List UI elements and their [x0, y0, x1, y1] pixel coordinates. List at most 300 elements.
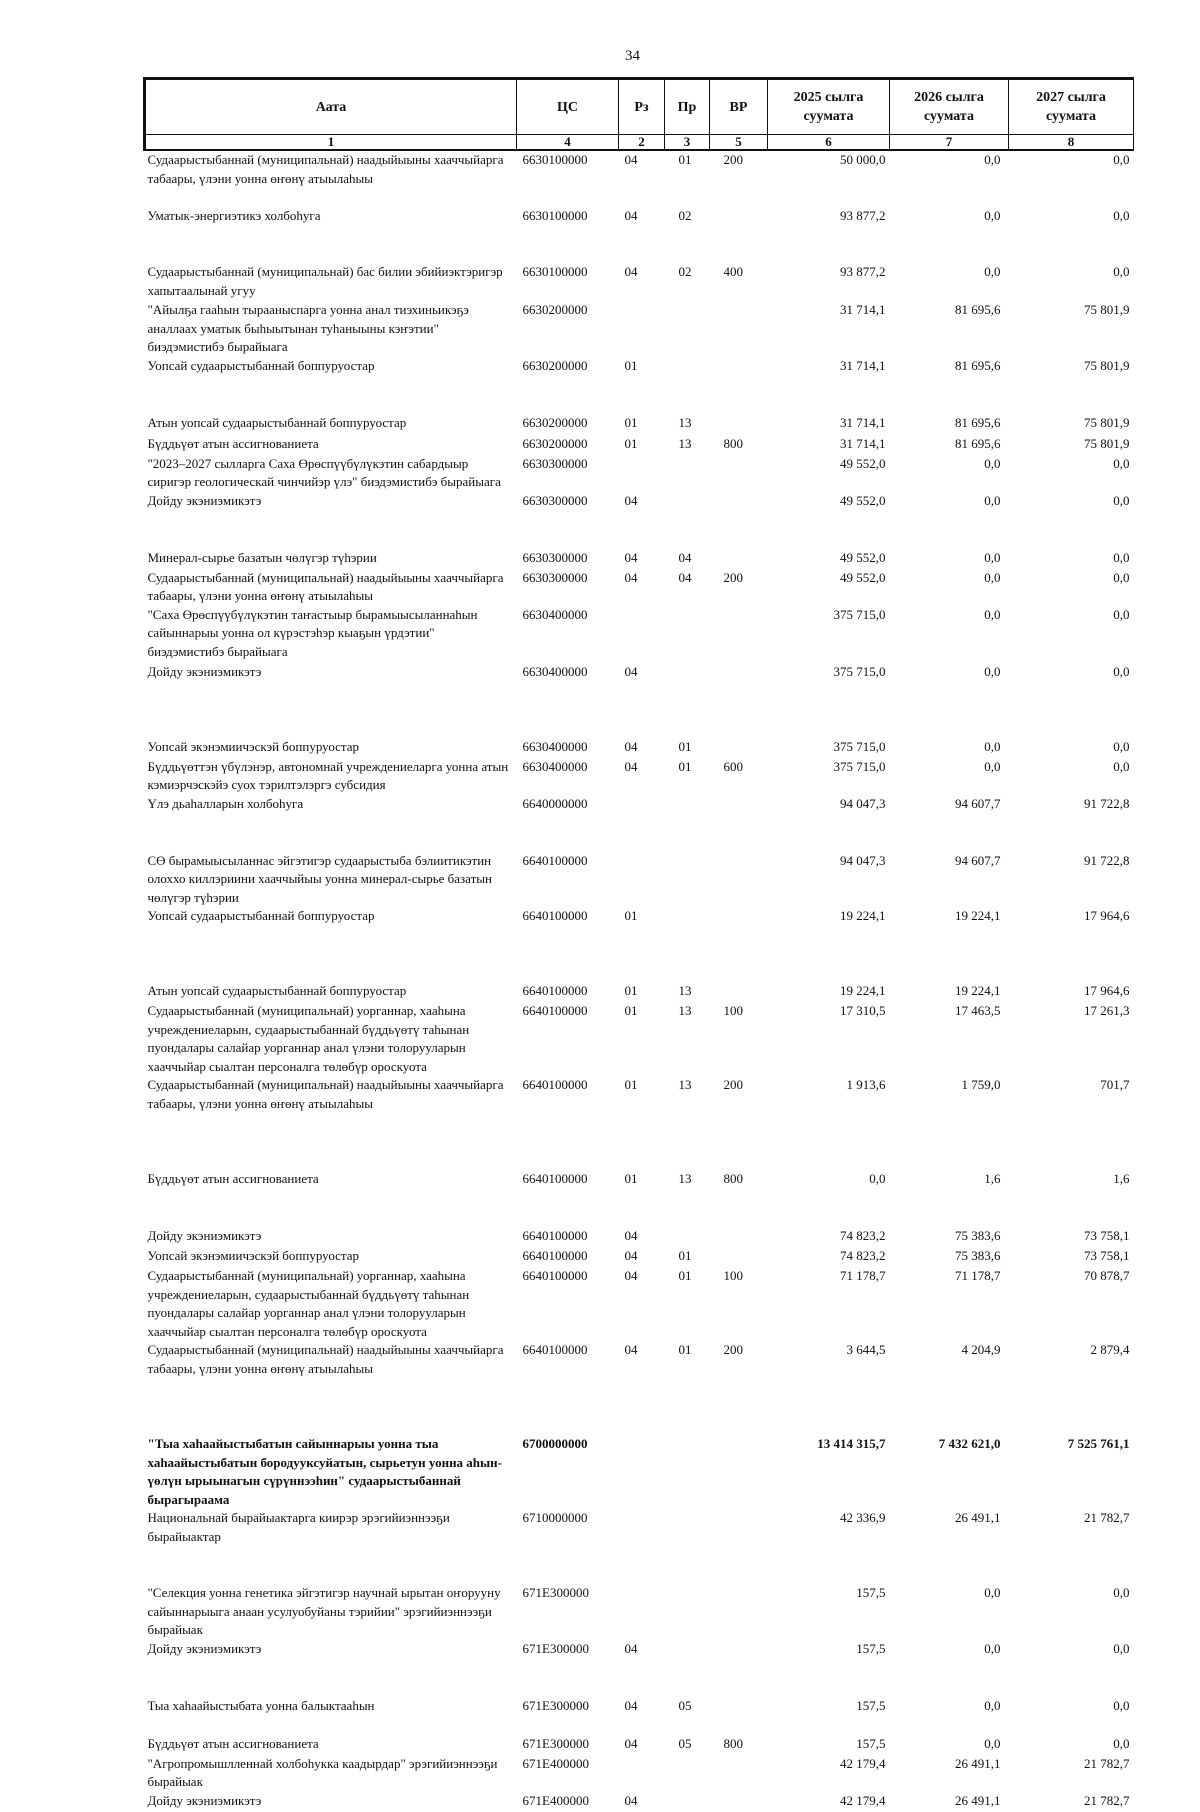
- row-rz: [619, 301, 665, 357]
- row-name: Уматык-энергиэтикэ холбоһуга: [147, 208, 321, 223]
- row-amount-2027: 91 722,8: [1084, 795, 1130, 811]
- table-row: [145, 1227, 1134, 1247]
- row-amount-2027: 0,0: [1113, 264, 1130, 279]
- row-amount-2025: 375 715,0: [833, 663, 886, 679]
- row-vr: [710, 1247, 768, 1267]
- row-amount-2026: 0,0: [984, 492, 1001, 508]
- row-vr: [710, 301, 768, 357]
- row-amount-2027: 2 879,4: [1090, 1342, 1130, 1357]
- row-amount-2027: 0,0: [1113, 569, 1130, 585]
- row-cs: 6640100000: [522, 1228, 588, 1243]
- row-rz: 01: [624, 983, 638, 998]
- row-amount-2025: 49 552,0: [840, 492, 886, 508]
- row-amount-2027: 75 801,9: [1084, 357, 1130, 373]
- row-name: Уопсай судаарыстыбаннай боппуруостар: [147, 908, 375, 923]
- row-amount-2025: 31 714,1: [840, 302, 886, 317]
- row-amount-2025: 94 047,3: [840, 795, 886, 811]
- row-rz: 04: [624, 1792, 638, 1808]
- column-number-row: [145, 135, 1134, 151]
- header-rz: Рз: [619, 79, 665, 135]
- row-name: "Агропромышлленнай холбоһукка каадырдар" эрэгийиэннээҕи бырайыак: [147, 1755, 498, 1789]
- row-pr: 01: [678, 738, 692, 754]
- row-vr: [710, 738, 768, 758]
- row-pr: 01: [678, 758, 692, 774]
- row-amount-2027: 73 758,1: [1084, 1248, 1130, 1263]
- table-row: [145, 1640, 1134, 1697]
- row-rz: [619, 1584, 665, 1640]
- row-pr: [665, 1792, 710, 1812]
- row-amount-2027: 701,7: [1100, 1077, 1130, 1092]
- column-number: 2: [619, 135, 665, 151]
- row-amount-2026: 0,0: [984, 1697, 1001, 1713]
- row-name: Дойду экэниэмикэтэ: [147, 1792, 262, 1808]
- row-cs: 6630300000: [522, 549, 588, 565]
- row-name: Атын уопсай судаарыстыбаннай боппуруостар: [147, 983, 407, 998]
- row-name: Бүддьүөт атын ассигнованиета: [147, 435, 319, 451]
- row-amount-2026: 94 607,7: [955, 795, 1001, 811]
- row-pr: [665, 1509, 710, 1584]
- row-amount-2025: 42 179,4: [840, 1755, 886, 1771]
- table-row: [145, 1267, 1134, 1341]
- row-amount-2026: 0,0: [984, 738, 1001, 754]
- row-amount-2025: 71 178,7: [840, 1268, 886, 1283]
- row-amount-2025: 74 823,2: [840, 1248, 886, 1263]
- row-pr: 13: [678, 1003, 692, 1018]
- row-amount-2027: 21 782,7: [1084, 1755, 1130, 1771]
- row-amount-2027: 75 801,9: [1084, 414, 1130, 430]
- row-amount-2027: 0,0: [1113, 606, 1130, 622]
- row-cs: 6640100000: [522, 1342, 588, 1357]
- table-row: [145, 263, 1134, 301]
- row-cs: 6640100000: [522, 1077, 588, 1092]
- row-pr: 01: [678, 1342, 692, 1357]
- row-cs: 6630300000: [522, 455, 588, 471]
- row-pr: 04: [678, 569, 692, 585]
- row-amount-2027: 75 801,9: [1084, 302, 1130, 317]
- row-amount-2027: 0,0: [1113, 1585, 1130, 1600]
- row-amount-2026: 1,6: [984, 1171, 1001, 1186]
- row-name: Бүддьүөт атын ассигнованиета: [147, 1735, 319, 1751]
- row-pr: [665, 663, 710, 738]
- row-amount-2027: 73 758,1: [1084, 1228, 1130, 1243]
- row-amount-2027: 0,0: [1113, 758, 1130, 774]
- row-cs: 6630200000: [522, 435, 588, 451]
- row-vr: [710, 1435, 768, 1509]
- row-rz: [619, 1755, 665, 1792]
- row-name: Үлэ дьаһалларын холбоһуга: [147, 795, 304, 811]
- row-cs: 6710000000: [522, 1510, 588, 1525]
- table-row: [145, 1341, 1134, 1435]
- row-amount-2025: 42 179,4: [840, 1792, 886, 1808]
- row-rz: [619, 852, 665, 908]
- table-row: [145, 1735, 1134, 1755]
- row-amount-2025: 94 047,3: [840, 852, 886, 868]
- row-vr: [710, 1509, 768, 1584]
- row-pr: 01: [678, 152, 692, 167]
- table-row: [145, 207, 1134, 263]
- table-row: [145, 150, 1134, 207]
- row-amount-2026: 81 695,6: [955, 435, 1001, 451]
- row-rz: [619, 1435, 665, 1509]
- row-rz: 04: [624, 208, 638, 223]
- column-number: 8: [1009, 135, 1134, 151]
- row-amount-2026: 0,0: [984, 549, 1001, 565]
- row-amount-2026: 0,0: [984, 1735, 1001, 1751]
- row-vr: 100: [723, 1003, 743, 1018]
- row-amount-2027: 0,0: [1113, 1640, 1130, 1656]
- row-amount-2027: 0,0: [1113, 549, 1130, 565]
- row-amount-2026: 81 695,6: [955, 357, 1001, 373]
- row-amount-2025: 50 000,0: [840, 152, 886, 167]
- row-pr: 13: [678, 435, 692, 451]
- row-amount-2025: 157,5: [856, 1697, 886, 1713]
- row-cs: 6630400000: [522, 758, 588, 774]
- row-cs: 6630400000: [522, 738, 588, 754]
- row-vr: [710, 357, 768, 414]
- row-vr: [710, 795, 768, 852]
- row-rz: 04: [624, 1248, 638, 1263]
- row-amount-2025: 19 224,1: [840, 908, 886, 923]
- table-row: [145, 435, 1134, 455]
- row-amount-2027: 17 964,6: [1084, 908, 1130, 923]
- row-amount-2025: 31 714,1: [840, 357, 886, 373]
- row-amount-2025: 1 913,6: [846, 1077, 886, 1092]
- header-pr: Пр: [665, 79, 710, 135]
- header-cs: ЦС: [517, 79, 619, 135]
- table-row: [145, 738, 1134, 758]
- row-pr: [665, 907, 710, 982]
- row-amount-2025: 17 310,5: [840, 1003, 886, 1018]
- row-rz: 01: [624, 1003, 638, 1018]
- row-vr: 200: [723, 1342, 743, 1357]
- row-pr: [665, 1435, 710, 1509]
- column-number: 5: [710, 135, 768, 151]
- row-pr: [665, 1755, 710, 1792]
- table-row: [145, 414, 1134, 435]
- row-cs: 6630200000: [522, 357, 588, 373]
- row-amount-2027: 0,0: [1113, 1697, 1130, 1713]
- table-row: [145, 1002, 1134, 1076]
- header-2027: 2027 сылга суумата: [1009, 79, 1134, 135]
- row-name: Уопсай экэнэмиичэскэй боппуруостар: [147, 738, 360, 754]
- row-pr: [665, 606, 710, 663]
- row-cs: 671Е400000: [522, 1755, 589, 1771]
- row-amount-2026: 0,0: [984, 208, 1001, 223]
- row-vr: [710, 1584, 768, 1640]
- row-amount-2025: 49 552,0: [840, 549, 886, 565]
- row-pr: [665, 357, 710, 414]
- row-amount-2027: 1,6: [1113, 1171, 1130, 1186]
- row-amount-2025: 93 877,2: [840, 208, 886, 223]
- row-amount-2025: 49 552,0: [840, 569, 886, 585]
- row-cs: 671Е300000: [522, 1735, 589, 1751]
- row-rz: 01: [624, 1171, 638, 1186]
- row-pr: [665, 1584, 710, 1640]
- row-amount-2025: 157,5: [856, 1640, 886, 1656]
- row-rz: 01: [624, 414, 638, 430]
- table-row: [145, 301, 1134, 357]
- row-cs: 6640100000: [522, 1248, 588, 1263]
- row-pr: [665, 795, 710, 852]
- column-number: 6: [768, 135, 890, 151]
- row-rz: 04: [624, 492, 638, 508]
- row-amount-2026: 19 224,1: [955, 983, 1001, 998]
- table-row: [145, 852, 1134, 908]
- table-row: [145, 1247, 1134, 1267]
- row-rz: 01: [624, 908, 638, 923]
- row-amount-2026: 0,0: [984, 606, 1001, 622]
- table-row: [145, 606, 1134, 663]
- row-name: Бүддьүөт атын ассигнованиета: [147, 1171, 319, 1186]
- row-amount-2027: 0,0: [1113, 208, 1130, 223]
- row-amount-2027: 17 261,3: [1084, 1003, 1130, 1018]
- table-row: [145, 1755, 1134, 1792]
- row-amount-2026: 19 224,1: [955, 908, 1001, 923]
- column-number: 3: [665, 135, 710, 151]
- table-row: [145, 549, 1134, 569]
- row-pr: 13: [678, 1077, 692, 1092]
- row-cs: 6640100000: [522, 983, 588, 998]
- row-rz: 01: [624, 1077, 638, 1092]
- row-amount-2027: 7 525 761,1: [1067, 1436, 1130, 1451]
- row-vr: [710, 1640, 768, 1697]
- row-pr: 13: [678, 983, 692, 998]
- header-row: [145, 79, 1134, 135]
- row-name: Судаарыстыбаннай (муниципальнай) уорганнар, хааһына учреждениеларын, судаарыстыбаннай бүддьүөтү таһынан пуондалары салайар уорганнар анал үлэни толорууларын хааччыйар сыалтан персоналга төлөбүр ороскуота: [147, 1003, 470, 1074]
- row-amount-2026: 0,0: [984, 264, 1001, 279]
- row-name: Минерал-сырье базатын чөлүгэр түһэрии: [147, 549, 377, 565]
- column-number: 1: [145, 135, 517, 151]
- row-vr: [710, 1792, 768, 1812]
- table-row: [145, 663, 1134, 738]
- table-row: [145, 455, 1134, 492]
- row-cs: 6700000000: [522, 1436, 588, 1451]
- table-body: [145, 150, 1134, 1812]
- row-amount-2027: 0,0: [1113, 492, 1130, 508]
- row-cs: 6630300000: [522, 492, 588, 508]
- row-pr: 13: [678, 414, 692, 430]
- header-2026: 2026 сылга суумата: [890, 79, 1009, 135]
- row-amount-2025: 31 714,1: [840, 435, 886, 451]
- row-vr: 800: [723, 1735, 743, 1751]
- row-cs: 6640100000: [522, 1268, 588, 1283]
- row-vr: 800: [723, 435, 743, 451]
- row-cs: 671Е300000: [522, 1585, 589, 1600]
- row-vr: 800: [723, 1171, 743, 1186]
- row-rz: [619, 606, 665, 663]
- row-amount-2027: 0,0: [1113, 152, 1130, 167]
- row-amount-2026: 0,0: [984, 152, 1001, 167]
- row-amount-2027: 70 878,7: [1084, 1268, 1130, 1283]
- row-name: Дойду экэниэмикэтэ: [147, 1640, 262, 1656]
- row-cs: 6630200000: [522, 302, 588, 317]
- row-amount-2026: 7 432 621,0: [938, 1436, 1001, 1451]
- row-rz: [619, 455, 665, 492]
- table-row: [145, 1792, 1134, 1812]
- row-rz: 04: [624, 549, 638, 565]
- row-rz: 04: [624, 264, 638, 279]
- row-name: Атын уопсай судаарыстыбаннай боппуруостар: [147, 414, 407, 430]
- row-name: Уопсай судаарыстыбаннай боппуруостар: [147, 357, 375, 373]
- row-vr: [710, 852, 768, 908]
- row-vr: [710, 982, 768, 1002]
- row-amount-2025: 74 823,2: [840, 1228, 886, 1243]
- row-amount-2026: 0,0: [984, 1585, 1001, 1600]
- row-vr: 200: [723, 152, 743, 167]
- row-amount-2025: 42 336,9: [840, 1510, 886, 1525]
- row-rz: [619, 1509, 665, 1584]
- row-amount-2025: 157,5: [856, 1735, 886, 1751]
- table-row: [145, 758, 1134, 795]
- row-name: Судаарыстыбаннай (муниципальнай) наадыйыыны хааччыйарга табаары, үлэни уонна өҥөнү атыылаһыы: [147, 569, 504, 603]
- row-rz: 04: [624, 1228, 638, 1243]
- row-name: Дойду экэниэмикэтэ: [147, 663, 262, 679]
- row-cs: 6630100000: [522, 264, 588, 279]
- row-rz: 04: [624, 1735, 638, 1751]
- row-pr: [665, 301, 710, 357]
- row-vr: [710, 492, 768, 549]
- row-vr: [710, 207, 768, 263]
- row-amount-2025: 19 224,1: [840, 983, 886, 998]
- row-amount-2025: 93 877,2: [840, 264, 886, 279]
- row-amount-2027: 21 782,7: [1084, 1792, 1130, 1808]
- row-amount-2026: 1 759,0: [961, 1077, 1001, 1092]
- row-cs: 6630100000: [522, 208, 588, 223]
- row-amount-2025: 375 715,0: [833, 758, 886, 774]
- row-name: "Селекция уонна генетика эйгэтигэр научнай ырытан оҥорууну сайыннарыыга анаан усулуобуйаны тэрийии" эрэгийиэннээҕи бырайыак: [147, 1585, 501, 1637]
- row-vr: [710, 455, 768, 492]
- row-vr: [710, 1755, 768, 1792]
- row-cs: 671Е400000: [522, 1792, 589, 1808]
- row-cs: 6640100000: [522, 1003, 588, 1018]
- row-amount-2027: 0,0: [1113, 663, 1130, 679]
- row-rz: [619, 795, 665, 852]
- row-rz: 04: [624, 1697, 638, 1713]
- row-amount-2026: 0,0: [984, 455, 1001, 471]
- row-name: Бүддьүөттэн үбүлэнэр, автономнай учреждениеларга уонна атын кэмиэрчэскэйэ суох тэрилтэлэргэ субсидия: [147, 758, 509, 792]
- row-cs: 6630100000: [522, 152, 588, 167]
- row-amount-2025: 157,5: [856, 1585, 886, 1600]
- table-row: [145, 982, 1134, 1002]
- row-amount-2026: 0,0: [984, 663, 1001, 679]
- table-row: [145, 1170, 1134, 1227]
- row-pr: [665, 852, 710, 908]
- row-amount-2026: 4 204,9: [961, 1342, 1001, 1357]
- row-pr: [665, 1640, 710, 1697]
- row-pr: 01: [678, 1248, 692, 1263]
- row-pr: [665, 455, 710, 492]
- page-number: 34: [625, 48, 640, 64]
- row-amount-2026: 0,0: [984, 758, 1001, 774]
- row-rz: 01: [624, 357, 638, 373]
- row-cs: 6640000000: [522, 795, 588, 811]
- row-amount-2026: 26 491,1: [955, 1755, 1001, 1771]
- row-pr: [665, 1227, 710, 1247]
- row-amount-2026: 81 695,6: [955, 302, 1001, 317]
- row-name: Дойду экэниэмикэтэ: [147, 1228, 262, 1243]
- table-row: [145, 795, 1134, 852]
- budget-table: [143, 77, 1134, 1812]
- row-pr: 05: [678, 1735, 692, 1751]
- row-pr: 04: [678, 549, 692, 565]
- row-vr: 200: [723, 569, 743, 585]
- row-rz: 01: [624, 435, 638, 451]
- row-amount-2027: 0,0: [1113, 1735, 1130, 1751]
- row-pr: 05: [678, 1697, 692, 1713]
- row-rz: 04: [624, 738, 638, 754]
- row-vr: [710, 606, 768, 663]
- row-vr: 400: [723, 264, 743, 279]
- row-vr: 100: [723, 1268, 743, 1283]
- row-rz: 04: [624, 1342, 638, 1357]
- row-name: Судаарыстыбаннай (муниципальнай) уорганнар, хааһына учреждениеларын, судаарыстыбаннай бүддьүөтү таһынан пуондалары салайар уорганнар анал үлэни толорууларын хааччыйар сыалтан персоналга төлөбүр ороскуота: [147, 1268, 470, 1339]
- header-name: Аата: [145, 79, 517, 135]
- row-name: Судаарыстыбаннай (муниципальнай) наадыйыыны хааччыйарга табаары, үлэни уонна өҥөнү атыылаһыы: [147, 1077, 504, 1111]
- row-amount-2026: 75 383,6: [955, 1228, 1001, 1243]
- row-amount-2026: 81 695,6: [955, 414, 1001, 430]
- row-vr: 600: [723, 758, 743, 774]
- row-amount-2026: 26 491,1: [955, 1510, 1001, 1525]
- table-row: [145, 1584, 1134, 1640]
- row-name: Судаарыстыбаннай (муниципальнай) бас билии эбийиэктэригэр хапытаалынай угуу: [147, 264, 503, 298]
- row-amount-2027: 17 964,6: [1084, 983, 1130, 998]
- header-2025: 2025 сылга суумата: [768, 79, 890, 135]
- row-amount-2027: 21 782,7: [1084, 1510, 1130, 1525]
- row-name: Уопсай экэнэмиичэскэй боппуруостар: [147, 1248, 360, 1263]
- row-name: Судаарыстыбаннай (муниципальнай) наадыйыыны хааччыйарга табаары, үлэни уонна өҥөнү атыылаһыы: [147, 152, 504, 186]
- row-amount-2026: 75 383,6: [955, 1248, 1001, 1263]
- row-name: Дойду экэниэмикэтэ: [147, 492, 262, 508]
- row-name: Национальнай бырайыактарга киирэр эрэгийиэннээҕи бырайыактар: [147, 1510, 450, 1544]
- table-row: [145, 1697, 1134, 1735]
- row-rz: 04: [624, 1268, 638, 1283]
- row-amount-2025: 375 715,0: [833, 738, 886, 754]
- row-rz: 04: [624, 1640, 638, 1656]
- table-row: [145, 492, 1134, 549]
- row-vr: 200: [723, 1077, 743, 1092]
- row-cs: 671Е300000: [522, 1640, 589, 1656]
- table-row: [145, 569, 1134, 606]
- row-rz: 04: [624, 758, 638, 774]
- row-vr: [710, 1227, 768, 1247]
- row-name: "2023–2027 сылларга Саха Өрөспүүбүлүкэтин сабардыыр сиригэр геологическай чинчийэр үлэ" биэдэмистибэ бырайыага: [147, 455, 501, 489]
- row-name: СӨ бырамыысыланнас эйгэтигэр судаарыстыба бэлиитикэтин олоххо киллэриини хааччыйыы уонна минерал-сырье базатын чөлүгэр түһэрии: [147, 852, 492, 905]
- row-vr: [710, 549, 768, 569]
- row-amount-2026: 17 463,5: [955, 1003, 1001, 1018]
- row-amount-2026: 0,0: [984, 1640, 1001, 1656]
- row-rz: 04: [624, 152, 638, 167]
- row-amount-2025: 375 715,0: [833, 606, 886, 622]
- table-row: [145, 357, 1134, 414]
- row-cs: 6630200000: [522, 414, 588, 430]
- row-amount-2027: 0,0: [1113, 455, 1130, 471]
- header-vr: ВР: [710, 79, 768, 135]
- table-row: [145, 1509, 1134, 1584]
- row-name: Тыа хаһаайыстыбата уонна балыктааһын: [147, 1697, 375, 1713]
- row-pr: 13: [678, 1171, 692, 1186]
- row-cs: 671Е300000: [522, 1697, 589, 1713]
- row-vr: [710, 1697, 768, 1735]
- row-cs: 6640100000: [522, 1171, 588, 1186]
- row-amount-2026: 94 607,7: [955, 852, 1001, 868]
- row-cs: 6630300000: [522, 569, 588, 585]
- row-vr: [710, 907, 768, 982]
- row-rz: 04: [624, 569, 638, 585]
- column-number: 7: [890, 135, 1009, 151]
- row-cs: 6630400000: [522, 663, 588, 679]
- row-amount-2025: 13 414 315,7: [817, 1436, 886, 1451]
- table-row: [145, 1076, 1134, 1170]
